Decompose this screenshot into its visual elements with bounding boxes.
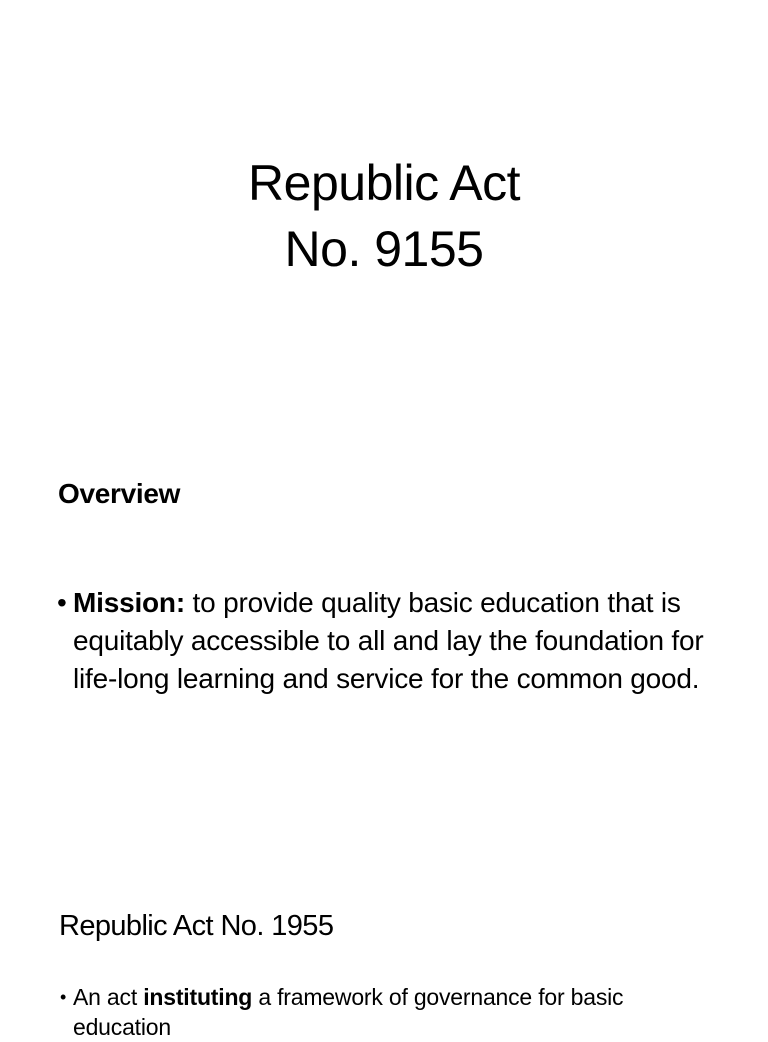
act-emphasis: instituting bbox=[143, 984, 253, 1010]
republic-act-bullet bbox=[60, 982, 700, 1042]
overview-slide bbox=[0, 432, 768, 864]
republic-act-heading: Republic Act No. 1955 bbox=[59, 910, 334, 942]
act-suffix: a framework of governance for basic education bbox=[73, 984, 624, 1040]
bullet-icon: • bbox=[57, 587, 67, 618]
slide-title bbox=[0, 150, 768, 282]
republic-act-slide bbox=[0, 864, 768, 1040]
act-prefix: An act bbox=[73, 984, 144, 1010]
title-line-2: No. 9155 bbox=[284, 221, 484, 277]
republic-act-text-block bbox=[60, 982, 700, 1042]
mission-text: to provide quality basic education that is equitably accessible to all and lay the foundation for life-long learning and service for the common good. bbox=[73, 587, 704, 694]
title-line-1: Republic Act bbox=[248, 155, 520, 211]
overview-heading: Overview bbox=[58, 478, 181, 509]
title-slide bbox=[0, 0, 768, 432]
mission-label: Mission: bbox=[73, 587, 185, 618]
mission-text-block bbox=[57, 584, 717, 698]
bullet-icon: • bbox=[60, 987, 67, 1007]
mission-bullet bbox=[57, 584, 717, 698]
